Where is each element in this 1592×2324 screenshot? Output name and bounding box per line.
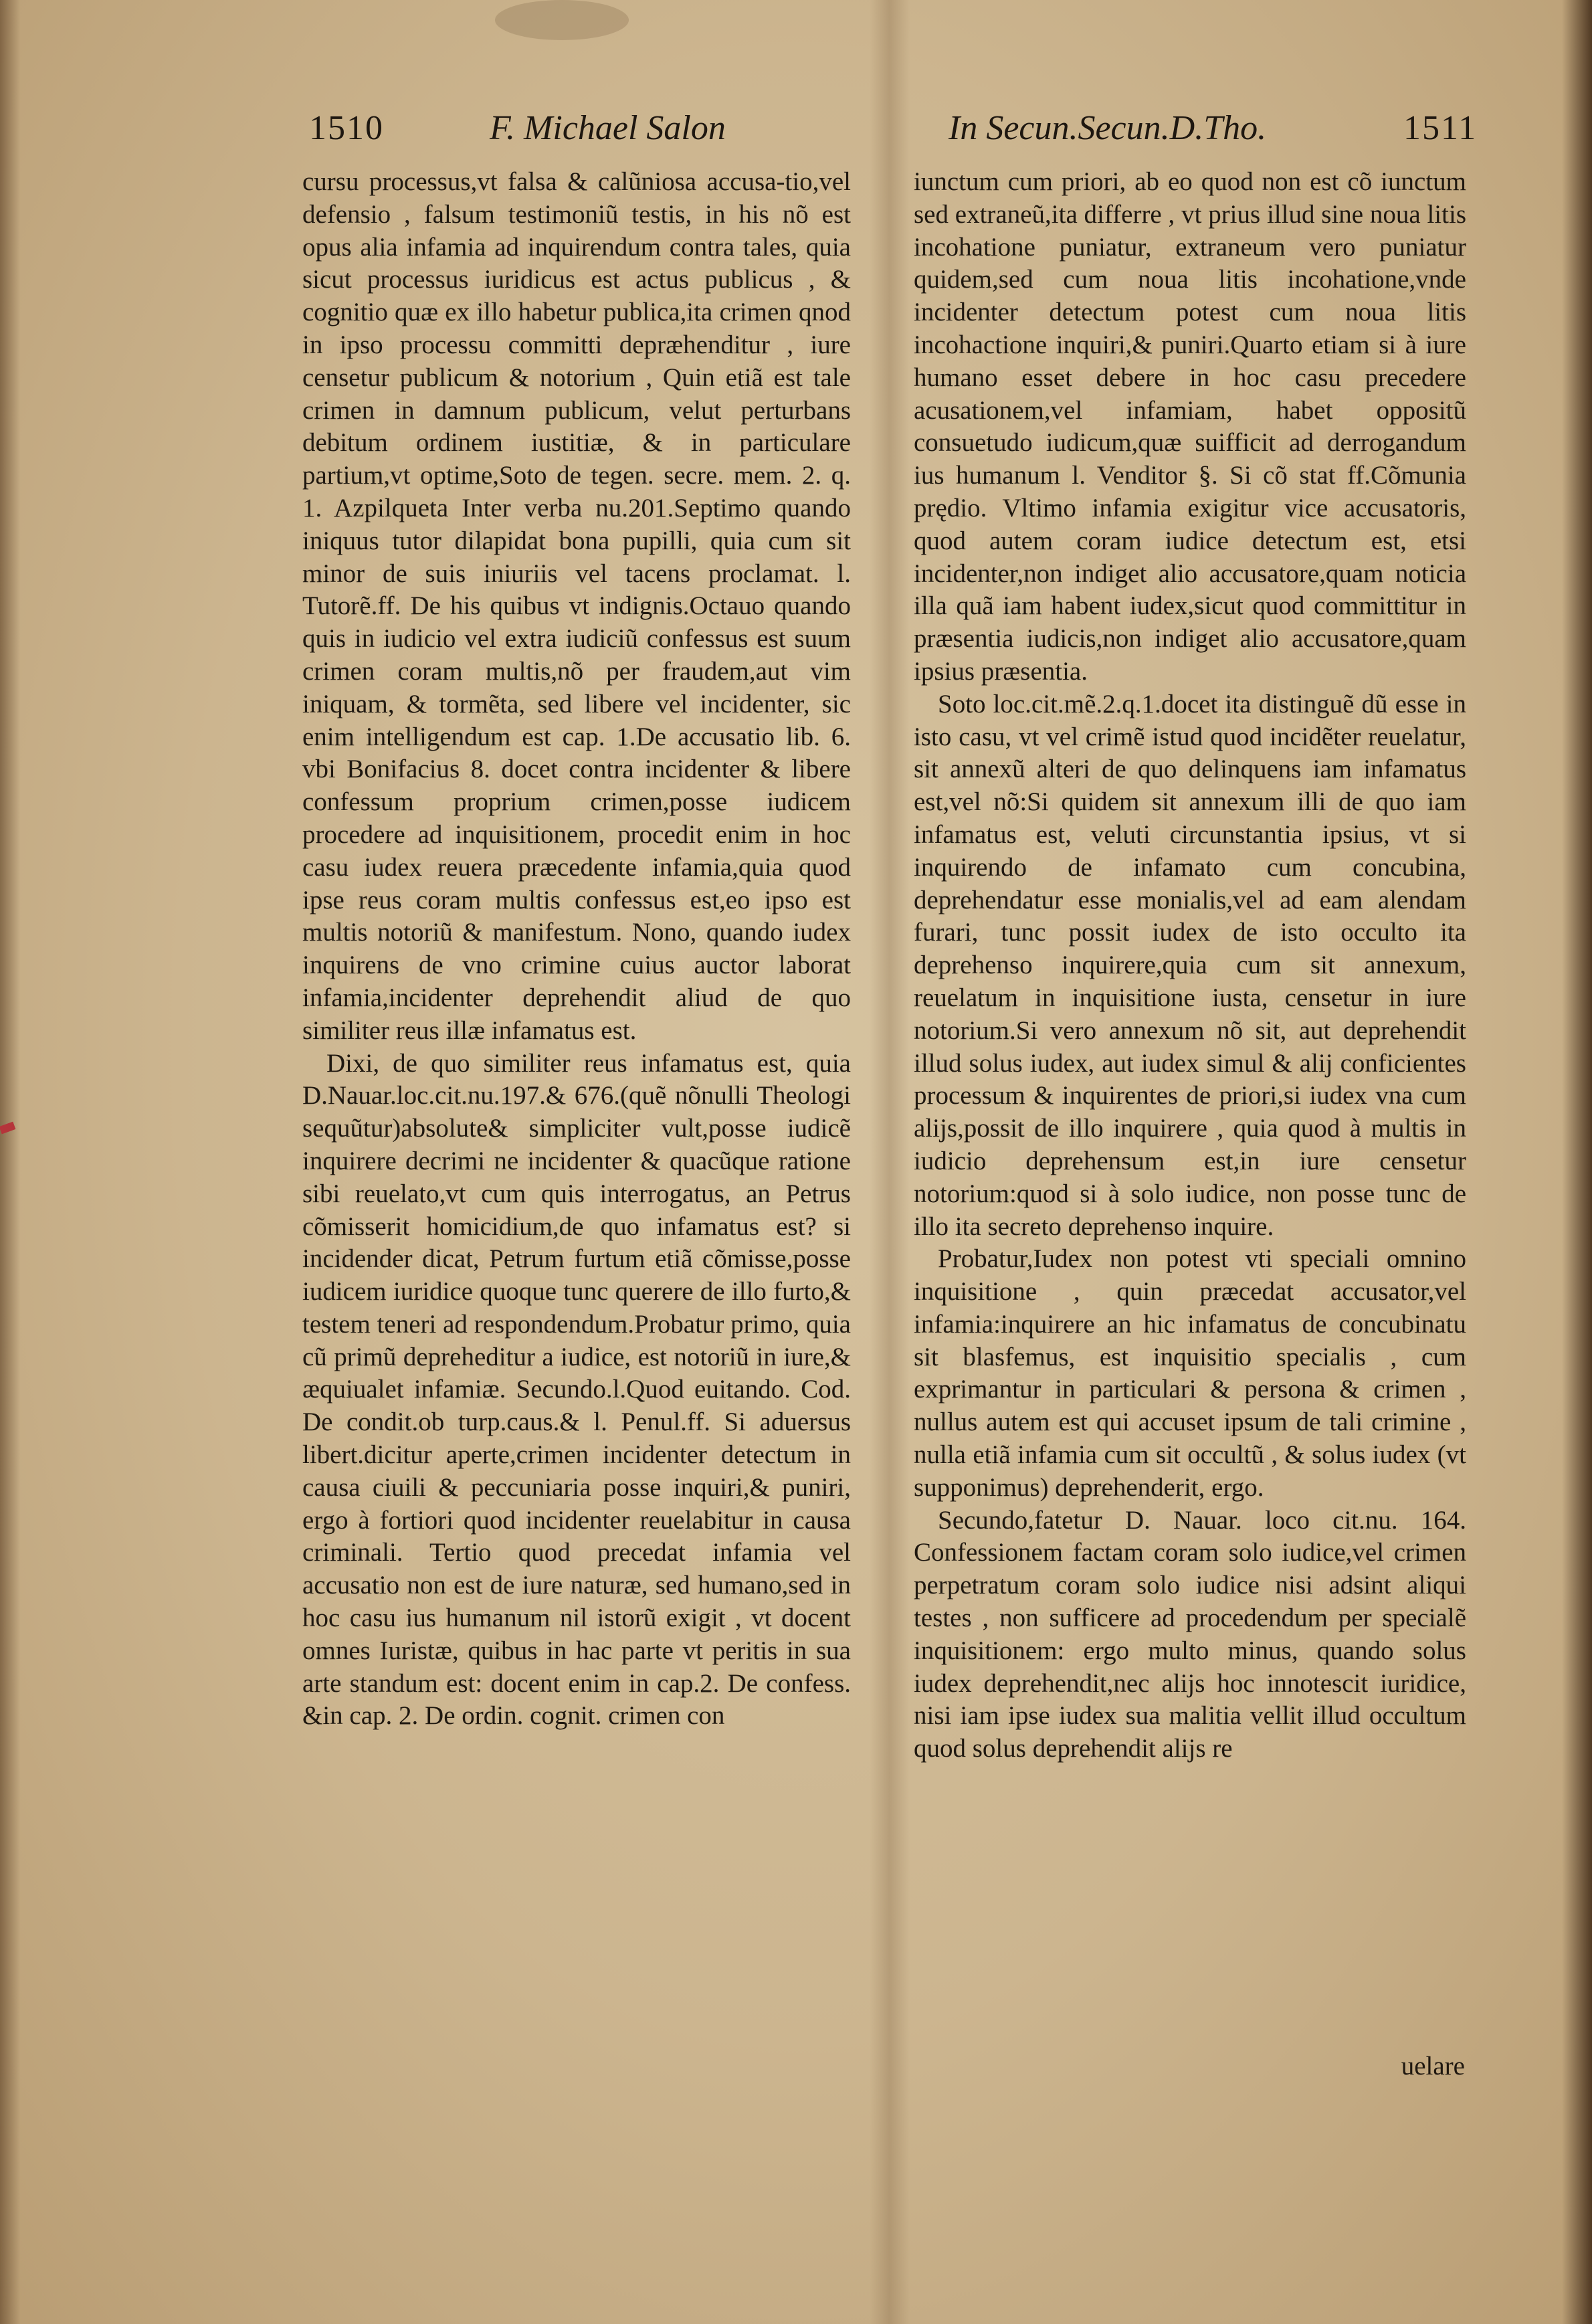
left-text-column (302, 166, 851, 1733)
right-paragraph-1: iunctum cum priori, ab eo quod non est cõ iunctum sed extraneũ,ita differre , vt prius illud sine noua litis incohatione puniatur, extraneum vero puniatur quidem,sed cum noua litis incohatione,vnde incidenter detectum potest cum noua litis incohactione inquiri,& puniri.Quarto etiam si à iure humano esset debere in hoc casu precedere acusationem,vel infamiam, habet oppositũ consuetudo iudicum,quæ suifficit ad derrogandum ius humanum l. Venditor §. Si cõ stat ff.Cõmunia prędio. Vltimo infamia exigitur vice accusatoris, quod autem coram iudice detectum est, etsi incidenter,non indiget alio accusatore,quam noticia illa quã iam habent iudex,sicut quod committitur in præsentia iudicis,non indiget alio accusatore,quam ipsius præsentia. (914, 167, 1466, 686)
right-paragraph-2: Soto loc.cit.mẽ.2.q.1.docet ita distinguẽ dũ esse in isto casu, vt vel crimẽ istud quod incidẽter reuelatur, sit annexũ alteri de quo delinquens iam infamatus est,vel nõ:Si quidem sit annexum illi de quo iam infamatus est, veluti circunstantia ipsius, vt si inquirendo de infamato cum concubina, deprehendatur esse monialis,vel ad eam alendam furari, tunc possit iudex de isto occulto ita deprehenso inquirere,quia cum sit annexum, reuelatum in inquisitione iusta, censetur in iure notorium.Si vero annexum nõ sit, aut deprehendit illud solus iudex, aut iudex simul & alij conficientes processum & inquirentes de priori,si iudex vna cum alijs,possit de illo inquirere , quia quod à multis in iudicio deprehensum est,in iure censetur notorium:quod si à solo iudice, non posse tunc de illo ita secreto deprehenso inquire. (914, 689, 1466, 1241)
right-paragraph-4: Secundo,fatetur D. Nauar. loco cit.nu. 164. Confessionem factam coram solo iudice,vel crimen perpetratum coram solo iudice nisi adsint aliqui testes , non sufficere ad procedendum per specialẽ inquisitionem: ergo multo minus, quando solus iudex deprehendit,nec alijs hoc innotescit iuridice, nisi iam ipse iudex sua malitia vellit illud occultum quod solus deprehendit alijs re (914, 1505, 1466, 1763)
right-paragraph-3: Probatur,Iudex non potest vti speciali omnino inquisitione , quin præcedat accusator,vel infamia:inquirere an hic infamatus de concubinatu sit blasfemus, est inquisitio specialis , cum exprimantur in particulari & persona & crimen , nullus autem est qui accuset ipsum de tali crimine , nulla etiã infamia cum sit occultũ , & solus iudex (vt supponimus) deprehenderit, ergo. (914, 1244, 1466, 1502)
right-text-column (914, 166, 1466, 1765)
left-paragraph-2: Dixi, de quo similiter reus infamatus est, quia D.Nauar.loc.cit.nu.197.& 676.(quẽ nõnulli Theologi sequũtur)absolute& simpliciter vult,posse iudicẽ inquirere decrimi ne incidenter & quacũque ratione sibi reuelato,vt cum quis interrogatus, an Petrus cõmisserit homicidium,de quo infamatus est? si incidender dicat, Petrum furtum etiã cõmisse,posse iudicem iuridice quoque tunc querere de illo furto,& testem teneri ad respondendum.Probatur primo, quia cũ primũ depreheditur a iudice, est notoriũ in iure,& æquiualet infamiæ. Secundo.l.Quod euitando. Cod. De condit.ob turp.caus.& l. Penul.ff. Si aduersus libert.dicitur aperte,crimen incidenter detectum in causa ciuili & peccuniaria posse inquiri,& puniri, ergo à fortiori quod incidenter reuelabitur in causa criminali. Tertio quod precedat infamia vel accusatio non est de iure naturæ, sed humano,sed in hoc casu ius humanum nil istorũ exigit , vt docent omnes Iuristæ, quibus in hac parte vt peritis in sua arte standum est: docent enim in cap.2. De confess. &in cap. 2. De ordin. cognit. crimen con (302, 1048, 851, 1731)
catchword: uelare (1401, 2052, 1465, 2080)
top-smudge (495, 0, 629, 40)
left-page-number: 1510 (309, 109, 384, 147)
left-running-title: F. Michael Salon (490, 109, 726, 147)
page-edge-right (1562, 0, 1592, 2324)
right-page-number: 1511 (1403, 109, 1478, 147)
page-edge-left (0, 0, 20, 2324)
book-gutter (870, 0, 910, 2324)
left-paragraph-1: cursu processus,vt falsa & calũniosa accusa-tio,vel defensio , falsum testimoniũ testis, in his nõ est opus alia infamia ad inquirendum contra tales, quia sicut processus iuridicus est actus publicus , & cognitio quæ ex illo habetur publica,ita crimen qnod in ipso processu committi depræhenditur , iure censetur publicum & notorium , Quin etiã est tale crimen in damnum publicum, velut perturbans debitum ordinem iustitiæ, & in particulare partium,vt optime,Soto de tegen. secre. mem. 2. q. 1. Azpilqueta Inter verba nu.201.Septimo quando iniquus tutor dilapidat bona pupilli, quia cum sit minor de suis iniuriis vel tacens proclamat. l. Tutorẽ.ff. De his quibus vt indignis.Octauo quando quis in iudicio vel extra iudiciũ confessus est suum crimen coram multis,nõ per fraudem,aut vim iniquam, & tormẽta, sed libere vel incidenter, sic enim intelligendum est cap. 1.De accusatio lib. 6. vbi Bonifacius 8. docet contra incidenter & libere confessum proprium crimen,posse iudicem procedere ad inquisitionem, procedit enim in hoc casu iudex reuera præcedente infamia,quia quod ipse reus coram multis confessus est,eo ipso est multis notoriũ & manifestum. Nono, quando iudex inquirens de vno crimine cuius auctor laborat infamia,incidenter deprehendit aliud de quo similiter reus illæ infamatus est. (302, 167, 851, 1045)
right-running-title: In Secun.Secun.D.Tho. (949, 109, 1267, 147)
